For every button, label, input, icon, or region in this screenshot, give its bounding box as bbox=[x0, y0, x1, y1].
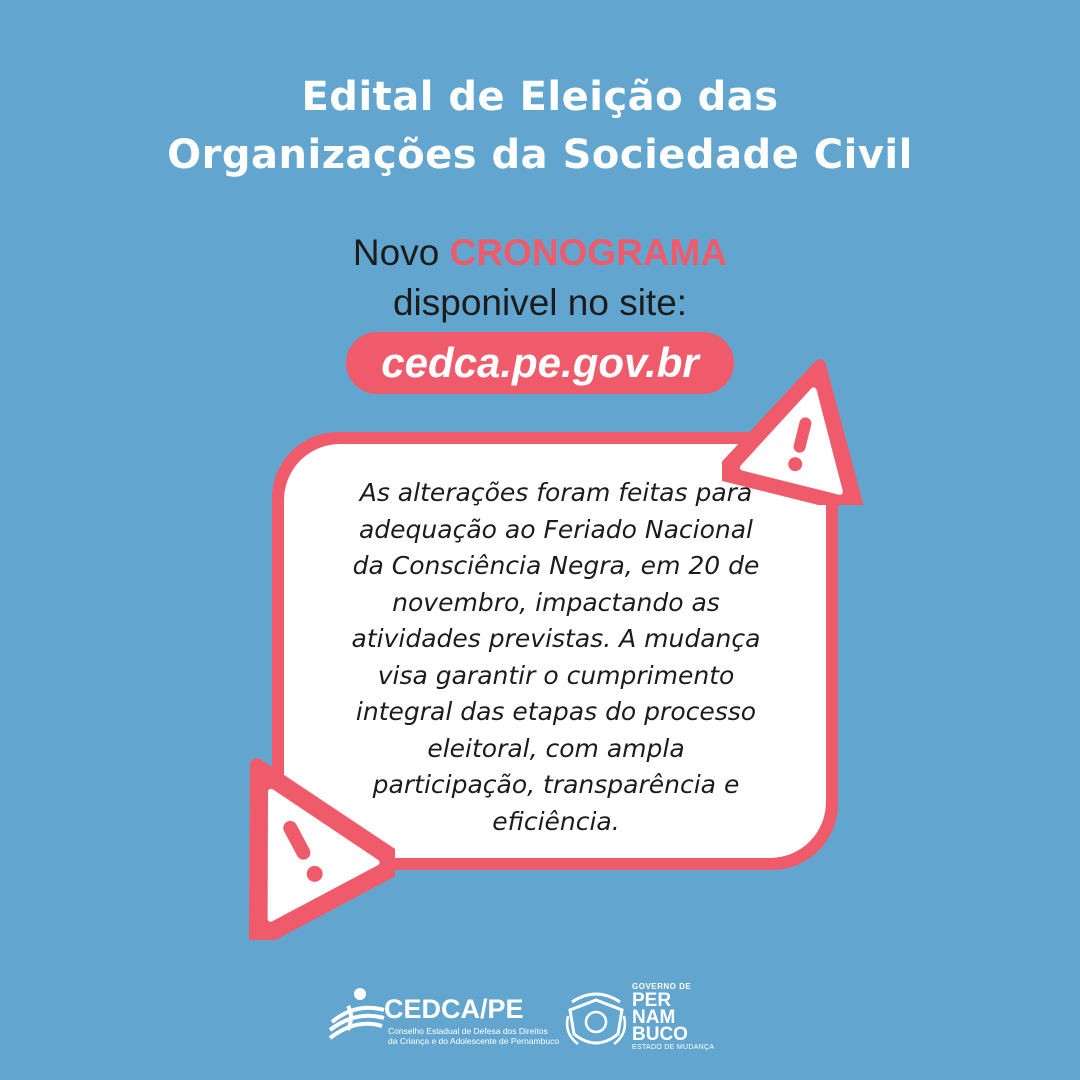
notice-line: atividades previstas. A mudança bbox=[351, 624, 761, 653]
notice-line: eleitoral, com ampla bbox=[427, 733, 685, 763]
footer-logos bbox=[326, 982, 726, 1056]
notice-line: integral das etapas do processo bbox=[355, 697, 757, 726]
warning-triangle-icon bbox=[210, 740, 395, 940]
gov-top-label: GOVERNO DE bbox=[632, 982, 692, 991]
cedca-subtitle-1: Conselho Estadual de Defesa dos Direitos bbox=[388, 1026, 548, 1036]
website-link[interactable]: cedca.pe.gov.br bbox=[346, 332, 734, 394]
notice-line: adequação ao Feriado Nacional bbox=[358, 514, 753, 544]
gov-slogan: ESTADO DE MUDANÇA bbox=[632, 1044, 715, 1051]
notice-line: visa garantir o cumprimento bbox=[377, 660, 735, 690]
title-line-2: Organizações da Sociedade Civil bbox=[167, 132, 913, 178]
cedca-subtitle-2: da Criança e do Adolescente de Pernambuco bbox=[388, 1036, 560, 1046]
cedca-name: CEDCA/PE bbox=[384, 994, 524, 1024]
notice-line: novembro, impactando as bbox=[392, 587, 720, 617]
announcement bbox=[0, 228, 1080, 328]
notice-line: da Consciência Negra, em 20 de bbox=[352, 551, 760, 580]
gov-name-3: BUCO bbox=[632, 1024, 688, 1045]
announcement-line-2: disponivel no site: bbox=[392, 282, 688, 323]
announcement-line-1 bbox=[0, 228, 1080, 278]
announcement-prefix: Novo bbox=[352, 232, 440, 273]
gov-name-2: NAM bbox=[632, 1007, 676, 1028]
page-title bbox=[0, 68, 1080, 184]
gov-name-1: PER bbox=[632, 990, 672, 1011]
title-line-1: Edital de Eleição das bbox=[301, 74, 779, 120]
notice-line: As alterações foram feitas para bbox=[359, 478, 753, 507]
notice-line: eficiência. bbox=[492, 806, 620, 836]
announcement-highlight: CRONOGRAMA bbox=[449, 232, 728, 273]
cedca-logo-icon bbox=[326, 984, 388, 1046]
pernambuco-seal-icon bbox=[564, 986, 628, 1054]
notice-line: participação, transparência e bbox=[372, 770, 740, 799]
